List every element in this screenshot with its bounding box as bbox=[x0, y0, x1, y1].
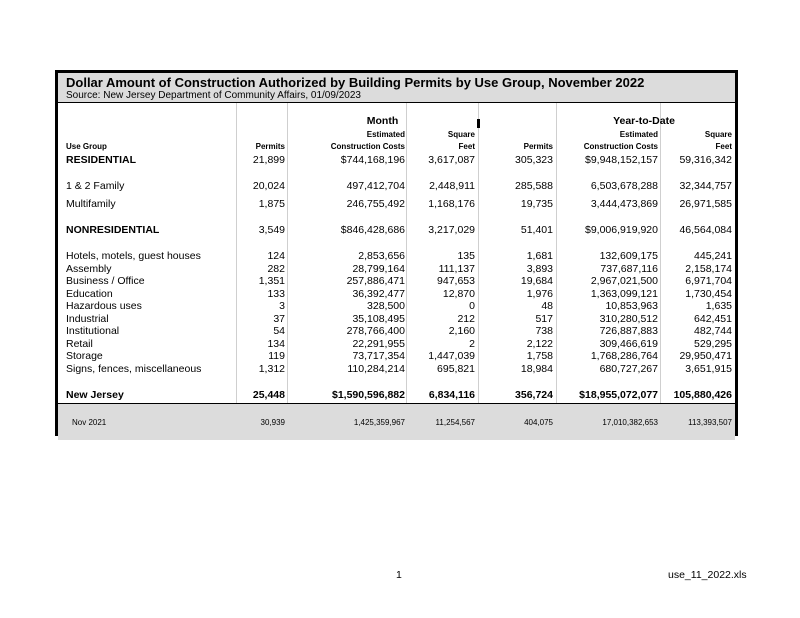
month-cost: 110,284,214 bbox=[347, 363, 405, 375]
month-feet-header: Feet bbox=[458, 142, 475, 151]
ytd-permits: 19,684 bbox=[520, 275, 553, 287]
comparison-label: Nov 2021 bbox=[72, 418, 107, 427]
ytd-cost: $9,948,152,157 bbox=[585, 154, 658, 166]
month-permits: 124 bbox=[267, 250, 285, 262]
ytd-sqft: 105,880,426 bbox=[673, 389, 732, 401]
ytd-sqft: 1,635 bbox=[705, 300, 732, 312]
month-sqft: 2 bbox=[469, 338, 475, 350]
month-permits: 3 bbox=[279, 300, 285, 312]
month-cost: $744,168,196 bbox=[340, 154, 405, 166]
ytd-permits: 356,724 bbox=[515, 389, 553, 401]
row-label: Multifamily bbox=[66, 198, 116, 210]
month-permits: 37 bbox=[273, 313, 285, 325]
month-cost: 278,766,400 bbox=[346, 325, 405, 337]
table-row bbox=[58, 275, 735, 288]
ytd-sqft: 29,950,471 bbox=[679, 350, 732, 362]
row-label: Storage bbox=[66, 350, 103, 362]
table-row bbox=[58, 389, 735, 402]
month-permits: 54 bbox=[273, 325, 285, 337]
month-cost: 22,291,955 bbox=[352, 338, 405, 350]
month-permits: 3,549 bbox=[258, 224, 285, 236]
row-label: Education bbox=[66, 288, 113, 300]
row-label: NONRESIDENTIAL bbox=[66, 224, 160, 236]
row-label: Assembly bbox=[66, 263, 112, 275]
month-sqft: 3,617,087 bbox=[428, 154, 475, 166]
month-cost: 2,853,656 bbox=[358, 250, 405, 262]
row-label: Retail bbox=[66, 338, 93, 350]
month-cost: 36,392,477 bbox=[352, 288, 405, 300]
month-cost: 246,755,492 bbox=[346, 198, 405, 210]
month-costs-header: Construction Costs bbox=[330, 142, 405, 151]
comparison-month-cost: 1,425,359,967 bbox=[353, 418, 405, 427]
ytd-permits: 3,893 bbox=[526, 263, 553, 275]
row-label: Hotels, motels, guest houses bbox=[66, 250, 201, 262]
ytd-permits: 1,758 bbox=[526, 350, 553, 362]
month-sqft: 1,447,039 bbox=[428, 350, 475, 362]
month-estimated-header: Estimated bbox=[366, 130, 405, 139]
ytd-cost: 726,887,883 bbox=[599, 325, 658, 337]
ytd-sqft: 445,241 bbox=[694, 250, 732, 262]
report-title: Dollar Amount of Construction Authorized by Building Permits by Use Group, November 2022 bbox=[66, 75, 645, 90]
comparison-ytd-cost: 17,010,382,653 bbox=[602, 418, 658, 427]
month-cost: 35,108,495 bbox=[352, 313, 405, 325]
ytd-sqft: 3,651,915 bbox=[685, 363, 732, 375]
report-sheet bbox=[55, 70, 738, 436]
table-row bbox=[58, 224, 735, 237]
month-permits: 1,351 bbox=[258, 275, 285, 287]
month-permits: 1,312 bbox=[258, 363, 285, 375]
month-sqft: 111,137 bbox=[438, 263, 475, 275]
table-row bbox=[58, 180, 735, 193]
group-header-row bbox=[58, 115, 735, 128]
ytd-permits-header: Permits bbox=[523, 142, 553, 151]
ytd-costs-header: Construction Costs bbox=[583, 142, 658, 151]
ytd-cost: 3,444,473,869 bbox=[590, 198, 658, 210]
ytd-sqft: 59,316,342 bbox=[679, 154, 732, 166]
ytd-sqft: 1,730,454 bbox=[685, 288, 732, 300]
table-row bbox=[58, 350, 735, 363]
ytd-permits: 18,984 bbox=[520, 363, 553, 375]
month-permits: 282 bbox=[267, 263, 285, 275]
ytd-permits: 1,976 bbox=[526, 288, 553, 300]
ytd-cost: 132,609,175 bbox=[599, 250, 658, 262]
header-row-2 bbox=[58, 140, 735, 153]
month-group-label: Month bbox=[366, 115, 399, 127]
ytd-sqft: 46,564,084 bbox=[679, 224, 732, 236]
table-row bbox=[58, 300, 735, 313]
ytd-permits: 738 bbox=[535, 325, 553, 337]
row-label: Hazardous uses bbox=[66, 300, 142, 312]
ytd-estimated-header: Estimated bbox=[619, 130, 658, 139]
month-cost: 328,500 bbox=[367, 300, 405, 312]
page-number: 1 bbox=[396, 569, 402, 581]
month-sqft: 1,168,176 bbox=[428, 198, 475, 210]
month-cost: 257,886,471 bbox=[346, 275, 405, 287]
ytd-cost: $18,955,072,077 bbox=[579, 389, 658, 401]
ytd-sqft: 6,971,704 bbox=[685, 275, 732, 287]
ytd-cost: 10,853,963 bbox=[605, 300, 658, 312]
ytd-feet-header: Feet bbox=[715, 142, 732, 151]
month-sqft: 695,821 bbox=[437, 363, 475, 375]
ytd-permits: 19,735 bbox=[520, 198, 553, 210]
month-cost: 28,799,164 bbox=[352, 263, 405, 275]
use-group-header: Use Group bbox=[66, 142, 107, 151]
ytd-permits: 48 bbox=[541, 300, 553, 312]
month-permits: 119 bbox=[268, 350, 285, 362]
ytd-permits: 285,588 bbox=[515, 180, 553, 192]
month-sqft: 0 bbox=[469, 300, 475, 312]
month-permits: 133 bbox=[267, 288, 285, 300]
row-label: New Jersey bbox=[66, 389, 124, 401]
row-label: RESIDENTIAL bbox=[66, 154, 137, 166]
table-row bbox=[58, 250, 735, 263]
table-row bbox=[58, 198, 735, 211]
ytd-sqft: 529,295 bbox=[694, 338, 732, 350]
month-permits: 1,875 bbox=[258, 198, 285, 210]
comparison-ytd-permits: 404,075 bbox=[524, 418, 553, 427]
month-sqft: 212 bbox=[457, 313, 475, 325]
month-sqft: 6,834,116 bbox=[428, 389, 475, 401]
row-label: Institutional bbox=[66, 325, 120, 337]
month-sqft: 2,160 bbox=[448, 325, 475, 337]
month-sqft: 12,870 bbox=[442, 288, 475, 300]
ytd-permits: 1,681 bbox=[526, 250, 553, 262]
month-permits-header: Permits bbox=[255, 142, 285, 151]
table-row bbox=[58, 154, 735, 167]
month-cost: $846,428,686 bbox=[340, 224, 405, 236]
group-separator bbox=[477, 119, 480, 128]
ytd-sqft: 2,158,174 bbox=[685, 263, 732, 275]
row-label: 1 & 2 Family bbox=[66, 180, 125, 192]
comparison-ytd-sqft: 113,393,507 bbox=[688, 418, 732, 427]
ytd-cost: $9,006,919,920 bbox=[585, 224, 658, 236]
row-label: Business / Office bbox=[66, 275, 145, 287]
month-permits: 25,448 bbox=[252, 389, 285, 401]
row-label: Signs, fences, miscellaneous bbox=[66, 363, 202, 375]
comparison-month-permits: 30,939 bbox=[260, 418, 285, 427]
ytd-sqft: 482,744 bbox=[694, 325, 732, 337]
month-cost: 73,717,354 bbox=[352, 350, 405, 362]
report-header bbox=[58, 73, 735, 103]
ytd-sqft: 642,451 bbox=[694, 313, 732, 325]
ytd-sqft: 32,344,757 bbox=[679, 180, 732, 192]
file-name: use_11_2022.xls bbox=[668, 569, 747, 581]
ytd-permits: 51,401 bbox=[520, 224, 553, 236]
comparison-month-sqft: 11,254,567 bbox=[435, 418, 475, 427]
month-sqft: 947,653 bbox=[437, 275, 475, 287]
ytd-permits: 2,122 bbox=[526, 338, 553, 350]
table-row bbox=[58, 325, 735, 338]
ytd-cost: 309,466,619 bbox=[599, 338, 658, 350]
ytd-cost: 1,363,099,121 bbox=[590, 288, 658, 300]
month-permits: 21,899 bbox=[252, 154, 285, 166]
ytd-permits: 305,323 bbox=[515, 154, 553, 166]
data-table bbox=[58, 103, 735, 433]
month-cost: $1,590,596,882 bbox=[332, 389, 405, 401]
ytd-cost: 1,768,286,764 bbox=[590, 350, 658, 362]
month-sqft: 3,217,029 bbox=[428, 224, 475, 236]
month-cost: 497,412,704 bbox=[346, 180, 405, 192]
comparison-row bbox=[58, 416, 735, 429]
report-source: Source: New Jersey Department of Community Affairs, 01/09/2023 bbox=[66, 90, 361, 101]
ytd-cost: 6,503,678,288 bbox=[590, 180, 658, 192]
ytd-cost: 2,967,021,500 bbox=[590, 275, 658, 287]
table-row bbox=[58, 363, 735, 376]
comparison-footer bbox=[58, 403, 735, 440]
month-square-header: Square bbox=[447, 130, 475, 139]
ytd-square-header: Square bbox=[704, 130, 732, 139]
ytd-cost: 737,687,116 bbox=[600, 263, 658, 275]
ytd-sqft: 26,971,585 bbox=[679, 198, 732, 210]
ytd-cost: 310,280,512 bbox=[599, 313, 658, 325]
month-sqft: 2,448,911 bbox=[429, 180, 475, 192]
month-permits: 134 bbox=[267, 338, 285, 350]
ytd-permits: 517 bbox=[535, 313, 553, 325]
ytd-group-label: Year-to-Date bbox=[613, 115, 675, 127]
row-label: Industrial bbox=[66, 313, 109, 325]
month-sqft: 135 bbox=[457, 250, 475, 262]
month-permits: 20,024 bbox=[252, 180, 285, 192]
ytd-cost: 680,727,267 bbox=[599, 363, 658, 375]
